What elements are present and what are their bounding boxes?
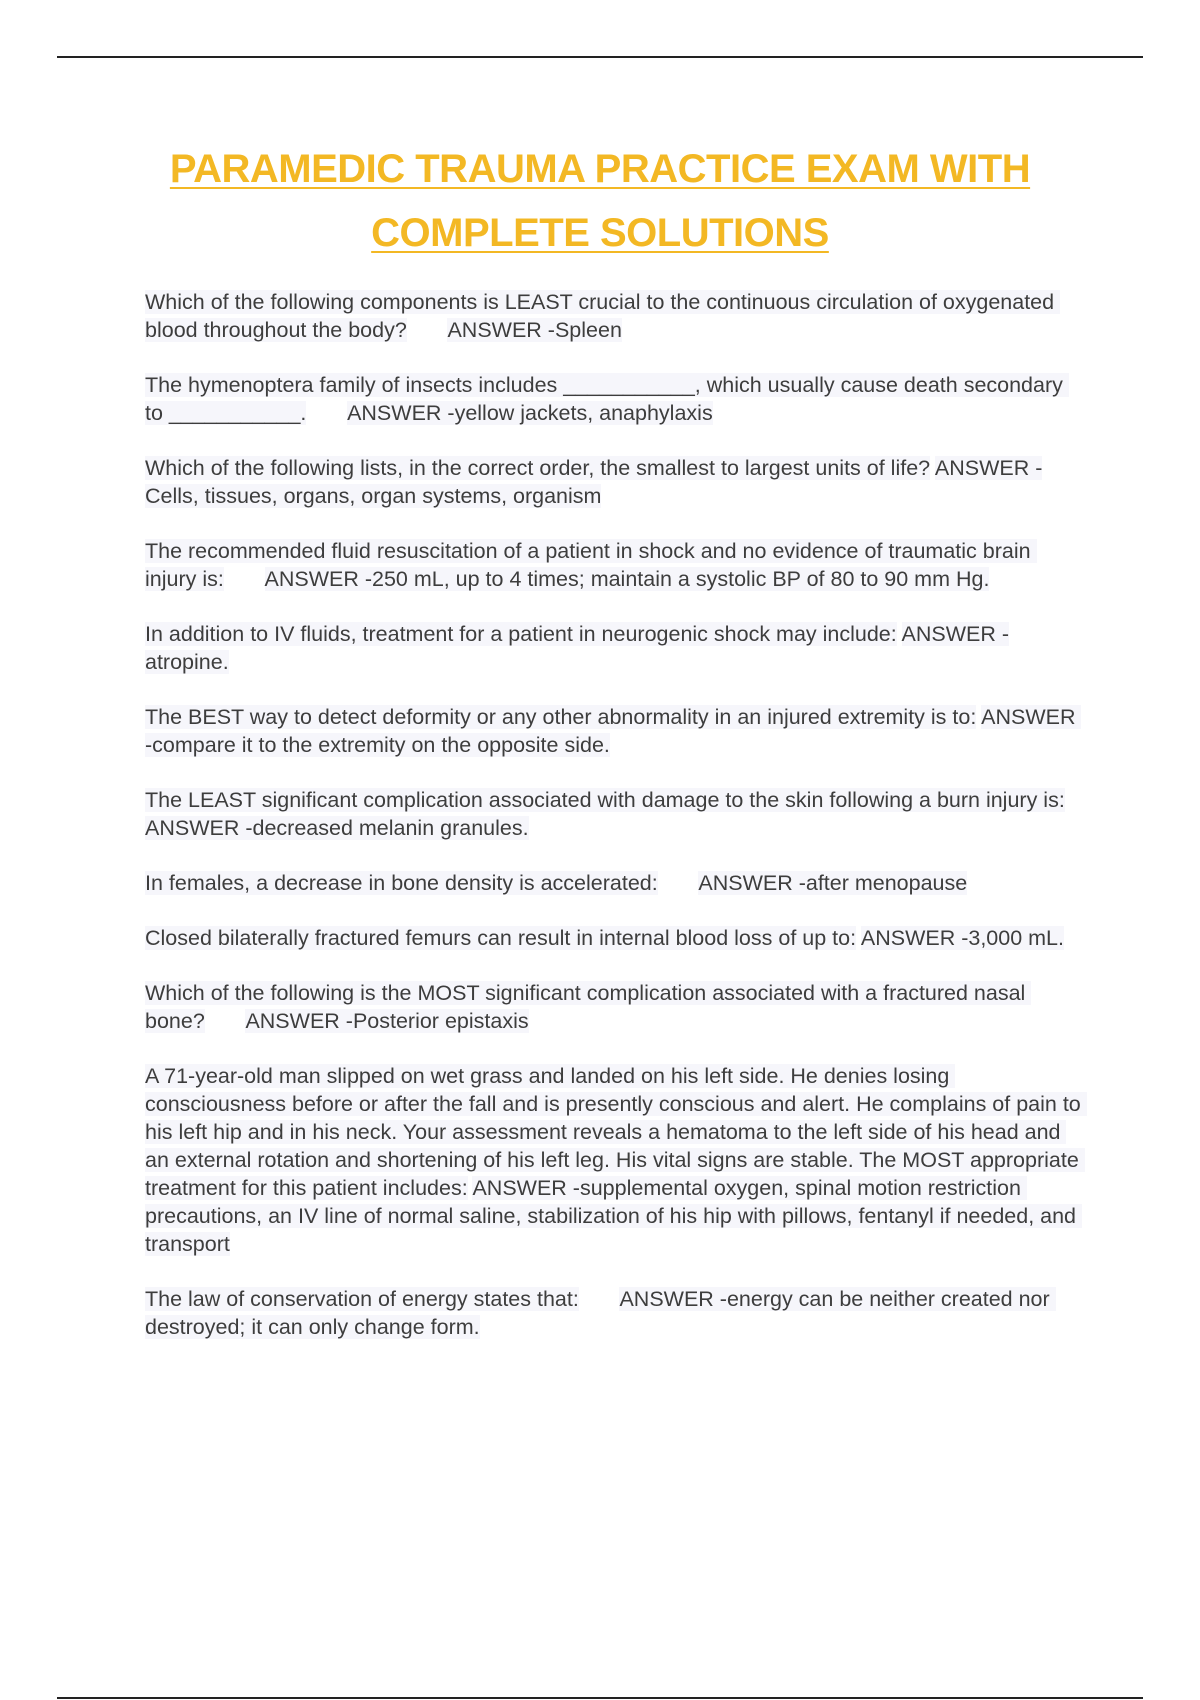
- question-text: Which of the following components is LEAST crucial to the continuous circulation of oxygenated blood throughout the body?: [145, 290, 1061, 342]
- qa-item-1: [145, 288, 1085, 344]
- answer-text: ANSWER -Posterior epistaxis: [245, 1009, 529, 1033]
- answer-text: ANSWER -3,000 mL.: [860, 926, 1064, 950]
- question-text: The BEST way to detect deformity or any other abnormality in an injured extremity is to:: [145, 705, 977, 729]
- qa-item-9: [145, 924, 1085, 952]
- qa-item-8: [145, 869, 1085, 897]
- qa-item-4: [145, 537, 1085, 593]
- question-text: The LEAST significant complication associated with damage to the skin following a burn injury is:: [145, 788, 1065, 812]
- answer-text: ANSWER -Cells, tissues, organs, organ systems, organism: [145, 456, 1043, 508]
- question-text: In females, a decrease in bone density is accelerated:: [145, 871, 658, 895]
- document-title: [100, 143, 1100, 271]
- answer-text: ANSWER -energy can be neither created nor destroyed; it can only change form.: [145, 1287, 1056, 1339]
- qa-item-2: [145, 371, 1085, 427]
- title-line-2: COMPLETE SOLUTIONS: [371, 211, 829, 255]
- answer-text: ANSWER -compare it to the extremity on the opposite side.: [145, 705, 1082, 757]
- title-line-1: PARAMEDIC TRAUMA PRACTICE EXAM WITH: [169, 147, 1031, 191]
- question-text: The recommended fluid resuscitation of a patient in shock and no evidence of traumatic brain injury is:: [145, 539, 1037, 591]
- qa-item-11: [145, 1062, 1085, 1258]
- question-text: Which of the following lists, in the correct order, the smallest to largest units of life?: [145, 456, 931, 480]
- question-text: Closed bilaterally fractured femurs can result in internal blood loss of up to:: [145, 926, 857, 950]
- answer-text: ANSWER -decreased melanin granules.: [145, 816, 529, 840]
- answer-text: ANSWER -Spleen: [447, 318, 622, 342]
- answer-text: ANSWER -250 mL, up to 4 times; maintain a systolic BP of 80 to 90 mm Hg.: [264, 567, 990, 591]
- bottom-rule: [57, 1697, 1143, 1699]
- question-text: Which of the following is the MOST significant complication associated with a fractured nasal bone?: [145, 981, 1032, 1033]
- qa-item-7: [145, 786, 1085, 842]
- qa-item-5: [145, 620, 1085, 676]
- qa-item-6: [145, 703, 1085, 759]
- answer-text: ANSWER -atropine.: [145, 622, 1010, 674]
- question-text: The hymenoptera family of insects includes ___________, which usually cause death secondary to ___________.: [145, 373, 1069, 425]
- question-text: A 71-year-old man slipped on wet grass and landed on his left side. He denies losing consciousness before or after the fall and is presently conscious and alert. He complains of pain to his left hip and in his neck. Your assessment reveals a hematoma to the left side of his head and an external rotation and shortening of his left leg. His vital signs are stable. The MOST appropriate treatment for this patient includes:: [145, 1064, 1087, 1200]
- answer-text: ANSWER -supplemental oxygen, spinal motion restriction precautions, an IV line of normal saline, stabilization of his hip with pillows, fentanyl if needed, and transport: [145, 1176, 1082, 1256]
- qa-item-10: [145, 979, 1085, 1035]
- question-text: In addition to IV fluids, treatment for a patient in neurogenic shock may include:: [145, 622, 897, 646]
- qa-item-12: [145, 1285, 1085, 1341]
- answer-text: ANSWER -after menopause: [698, 871, 968, 895]
- question-text: The law of conservation of energy states that:: [145, 1287, 579, 1311]
- answer-text: ANSWER -yellow jackets, anaphylaxis: [347, 401, 713, 425]
- top-rule: [57, 56, 1143, 58]
- qa-item-3: [145, 454, 1085, 510]
- question-list: [145, 288, 1085, 1368]
